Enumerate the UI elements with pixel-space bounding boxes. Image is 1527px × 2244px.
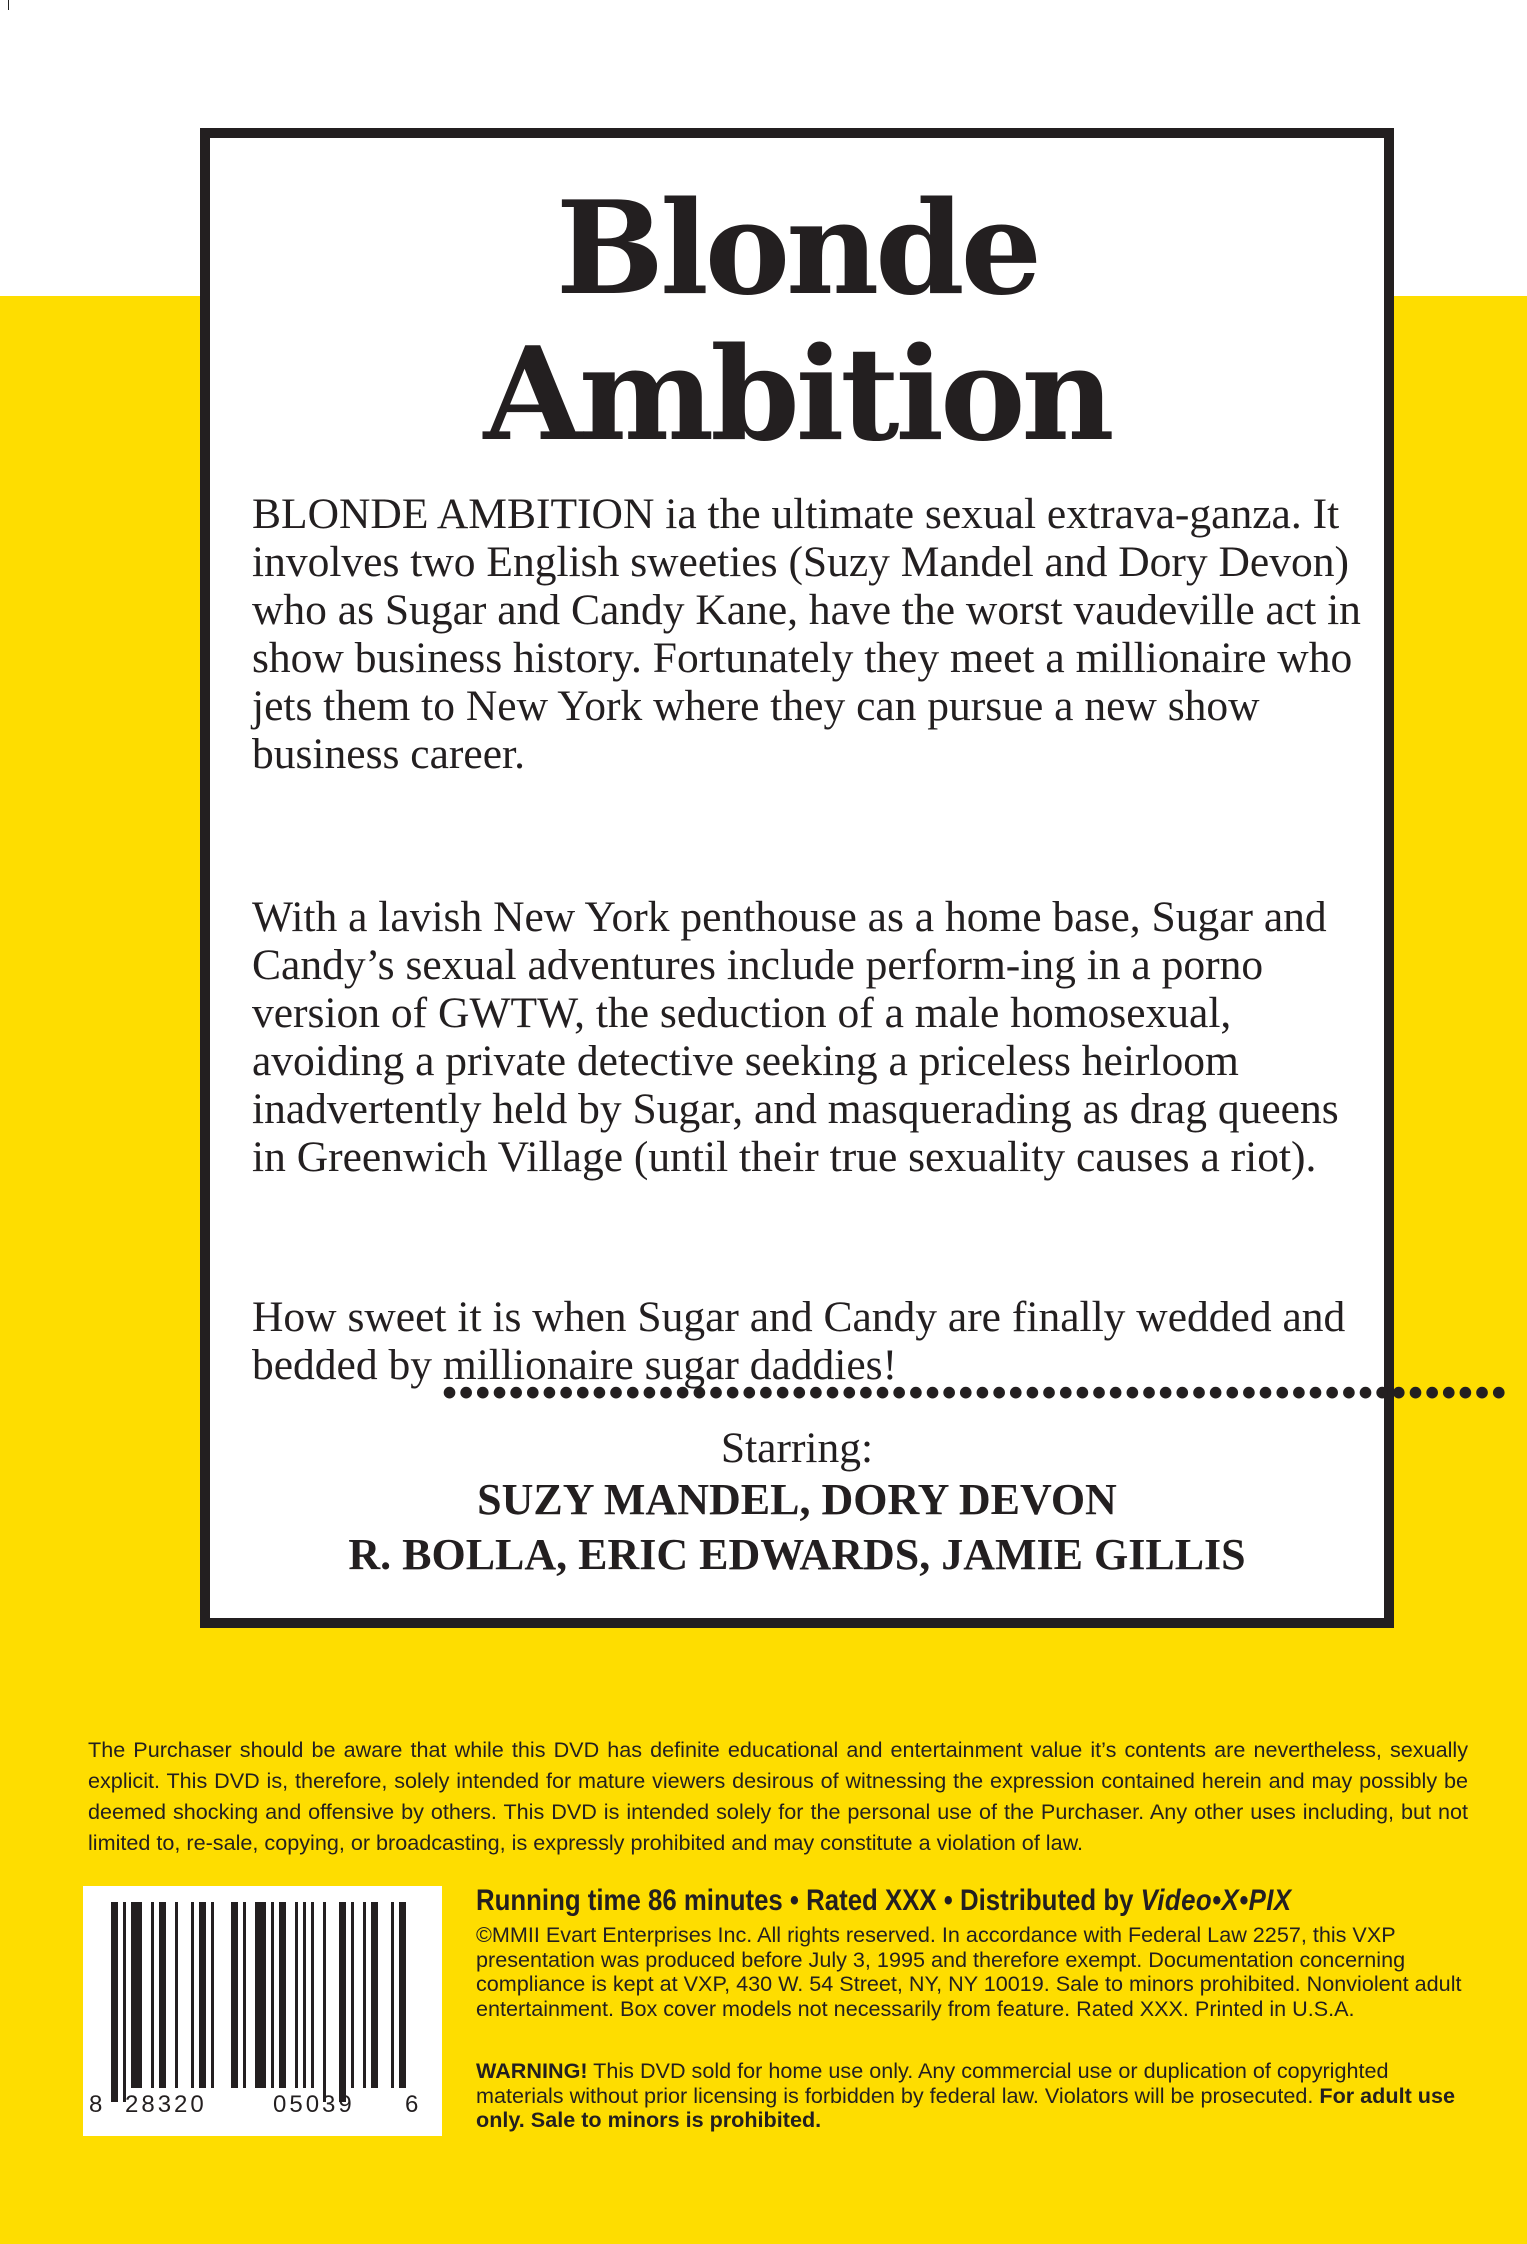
running-time-text: Running time 86 minutes • Rated XXX • Distributed by bbox=[476, 1884, 1134, 1917]
barcode bbox=[83, 1886, 442, 2136]
barcode-bar bbox=[231, 1902, 238, 2088]
barcode-bar bbox=[111, 1902, 118, 2102]
cast-line-1: SUZY MANDEL, DORY DEVON bbox=[477, 1475, 1117, 1524]
warning-label: WARNING! bbox=[476, 2058, 588, 2083]
barcode-bar bbox=[339, 1902, 346, 2102]
barcode-bar bbox=[243, 1902, 246, 2088]
barcode-bar bbox=[295, 1902, 298, 2088]
barcode-bar bbox=[159, 1902, 166, 2088]
barcode-bar bbox=[323, 1902, 326, 2102]
synopsis-paragraph-1: BLONDE AMBITION ia the ultimate sexual extrava-ganza. It involves two English sweeties (Suzy Mandel and Dory Devon) who as Sugar and Candy Kane, have the worst vaudeville act in show business history. Fortunately they meet a millionaire who jets them to New York where they can pursue a new show business career. bbox=[252, 490, 1361, 778]
barcode-bar bbox=[199, 1902, 206, 2088]
cast-line-2: R. BOLLA, ERIC EDWARDS, JAMIE GILLIS bbox=[348, 1530, 1246, 1579]
barcode-bar bbox=[191, 1902, 194, 2088]
barcode-bar bbox=[123, 1902, 126, 2102]
dotted-separator: •••••••••••••••••••••••••••••••••••••••••••••••••••••••••••••••• bbox=[442, 1370, 1508, 1417]
barcode-last-digit: 6 bbox=[405, 2091, 420, 2118]
warning-adult-only: For adult use only. Sale to minors is prohibited. bbox=[476, 2082, 1455, 2132]
crop-mark bbox=[8, 0, 9, 10]
barcode-bar bbox=[279, 1902, 286, 2088]
barcode-right-digits: 05039 bbox=[273, 2091, 355, 2118]
purchaser-disclaimer: The Purchaser should be aware that while this DVD has definite educational and entertainment value it’s contents are nevertheless, sexually explicit. This DVD is, therefore, solely intended for mature viewers desirous of witnessing the expression contained herein and may possibly be deemed shocking and offensive by others. This DVD is intended solely for the personal use of the Purchaser. Any other uses including, but not limited to, re-sale, copying, or broadcasting, is expressly prohibited and may constitute a violation of law. bbox=[88, 1737, 1468, 1855]
barcode-bar bbox=[271, 1902, 274, 2088]
title-line-1: Blonde bbox=[555, 174, 1039, 324]
barcode-bar bbox=[371, 1902, 378, 2088]
barcode-bar bbox=[311, 1902, 314, 2088]
barcode-bar bbox=[151, 1902, 154, 2088]
barcode-bar bbox=[391, 1902, 394, 2088]
warning-notice bbox=[476, 2059, 1476, 2133]
barcode-bar bbox=[175, 1902, 178, 2088]
barcode-bar bbox=[211, 1902, 214, 2088]
running-time-line bbox=[476, 1883, 1336, 1919]
barcode-bar bbox=[255, 1902, 266, 2088]
synopsis-paragraph-2: With a lavish New York penthouse as a home base, Sugar and Candy’s sexual adventures include perform-ing in a porno version of GWTW, the seduction of a male homosexual, avoiding a private detective seeking a priceless heirloom inadvertently held by Sugar, and masquerading as drag queens in Greenwich Village (until their true sexuality causes a riot). bbox=[252, 893, 1339, 1181]
legal-notice: ©MMII Evart Enterprises Inc. All rights reserved. In accordance with Federal Law 2257, this VXP presentation was produced before July 3, 1995 and therefore exempt. Documentation concerning compliance is kept at VXP, 430 W. 54 Street, NY, NY 10019. Sale to minors prohibited. Nonviolent adult entertainment. Box cover models not necessarily from feature. Rated XXX. Printed in U.S.A. bbox=[476, 1922, 1462, 2021]
title-line-2: Ambition bbox=[483, 320, 1111, 470]
starring-label: Starring: bbox=[720, 1424, 874, 1472]
barcode-bar bbox=[303, 1902, 306, 2088]
barcode-bar bbox=[399, 1902, 406, 2088]
movie-title bbox=[210, 176, 1384, 468]
synopsis-panel bbox=[200, 128, 1508, 1628]
barcode-bar bbox=[363, 1902, 366, 2088]
synopsis-paragraph-3: How sweet it is when Sugar and Candy are finally wedded and bedded by millionaire sugar daddies! bbox=[252, 1293, 1346, 1389]
barcode-first-digit: 8 bbox=[89, 2091, 104, 2118]
barcode-bar bbox=[131, 1902, 142, 2088]
barcode-left-digits: 28320 bbox=[125, 2091, 207, 2118]
barcode-bar bbox=[351, 1902, 354, 2088]
distributor-logo: Video•X•PIX bbox=[1140, 1884, 1292, 1917]
warning-text: This DVD sold for home use only. Any commercial use or duplication of copyrighted materials without prior licensing is forbidden by federal law. Violators will be prosecuted. bbox=[476, 2058, 1389, 2108]
